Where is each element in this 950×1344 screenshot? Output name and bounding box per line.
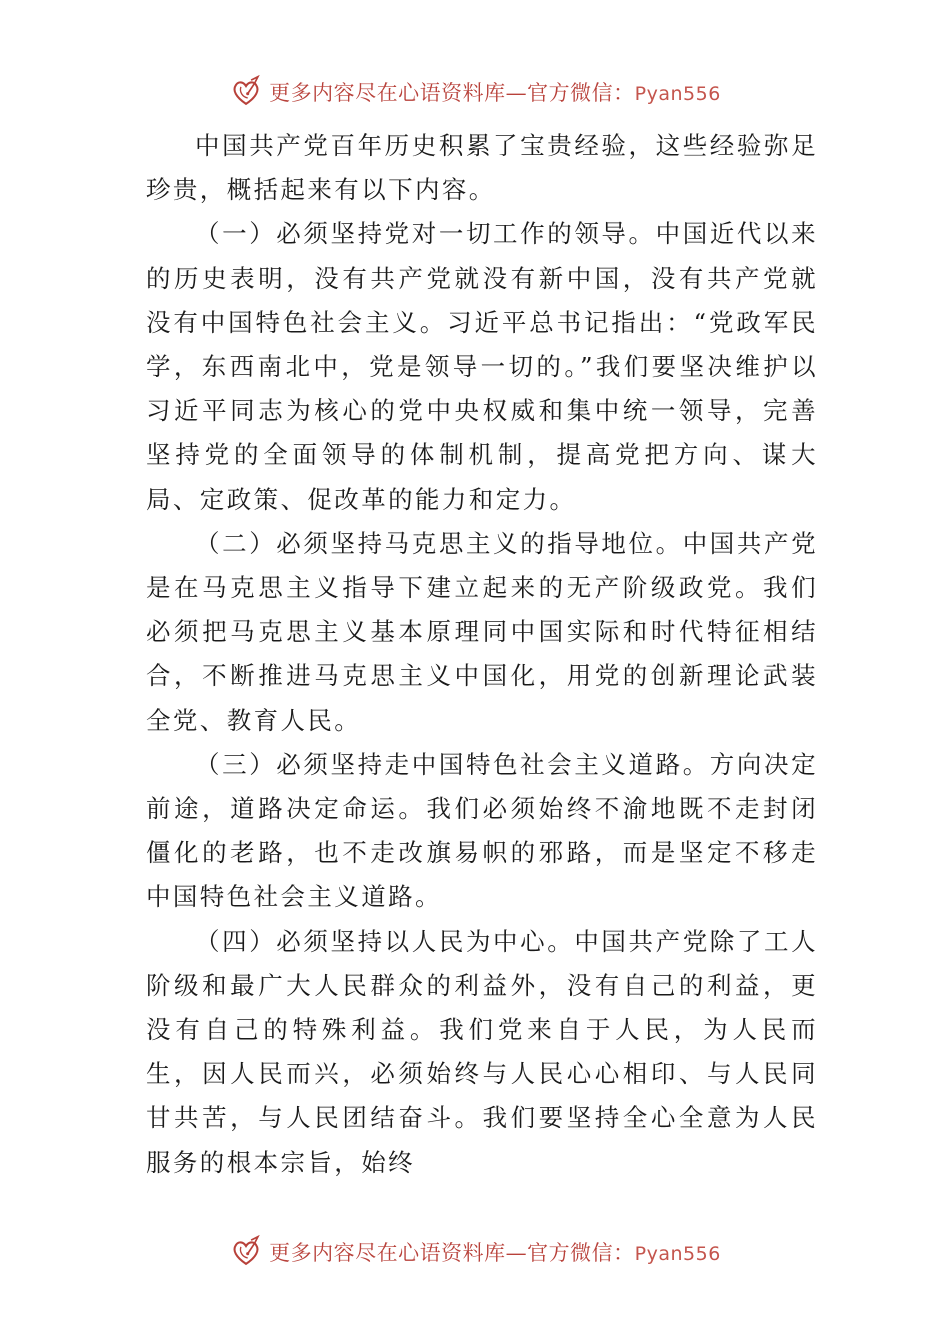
paragraph-point-1: （一）必须坚持党对一切工作的领导。中国近代以来的历史表明，没有共产党就没有新中国，没有共产党就没有中国特色社会主义。习近平总书记指出：“党政军民学，东西南北中，党是领导一切的。”我们要坚决维护以习近平同志为核心的党中央权威和集中统一领导，完善坚持党的全面领导的体制机制，提高党把方向、谋大局、定政策、促改革的能力和定力。 — [146, 219, 818, 514]
wechat-id: Pyan556 — [634, 1243, 721, 1265]
heart-pen-logo-icon — [229, 1235, 263, 1269]
banner-caption — [269, 77, 721, 107]
banner-caption — [269, 1237, 721, 1267]
paragraph-intro: 中国共产党百年历史积累了宝贵经验，这些经验弥足珍贵，概括起来有以下内容。 — [146, 131, 818, 205]
document-body — [146, 124, 818, 1185]
paragraph-point-3: （三）必须坚持走中国特色社会主义道路。方向决定前途，道路决定命运。我们必须始终不渝地既不走封闭僵化的老路，也不走改旗易帜的邪路，而是坚定不移走中国特色社会主义道路。 — [146, 749, 818, 912]
paragraph-point-2: （二）必须坚持马克思主义的指导地位。中国共产党是在马克思主义指导下建立起来的无产阶级政党。我们必须把马克思主义基本原理同中国实际和时代特征相结合，不断推进马克思主义中国化，用党的创新理论武装全党、教育人民。 — [146, 528, 818, 735]
banner-promo-text: 更多内容尽在心语资料库—官方微信： — [269, 1241, 635, 1265]
header-banner — [0, 72, 950, 112]
heart-pen-logo-icon — [229, 75, 263, 109]
footer-banner — [0, 1232, 950, 1272]
paragraph-point-4: （四）必须坚持以人民为中心。中国共产党除了工人阶级和最广大人民群众的利益外，没有自己的利益，更没有自己的特殊利益。我们党来自于人民，为人民而生，因人民而兴，必须始终与人民心心相印、与人民同甘共苦，与人民团结奋斗。我们要坚持全心全意为人民服务的根本宗旨，始终 — [146, 926, 818, 1177]
wechat-id: Pyan556 — [634, 83, 721, 105]
banner-promo-text: 更多内容尽在心语资料库—官方微信： — [269, 81, 635, 105]
